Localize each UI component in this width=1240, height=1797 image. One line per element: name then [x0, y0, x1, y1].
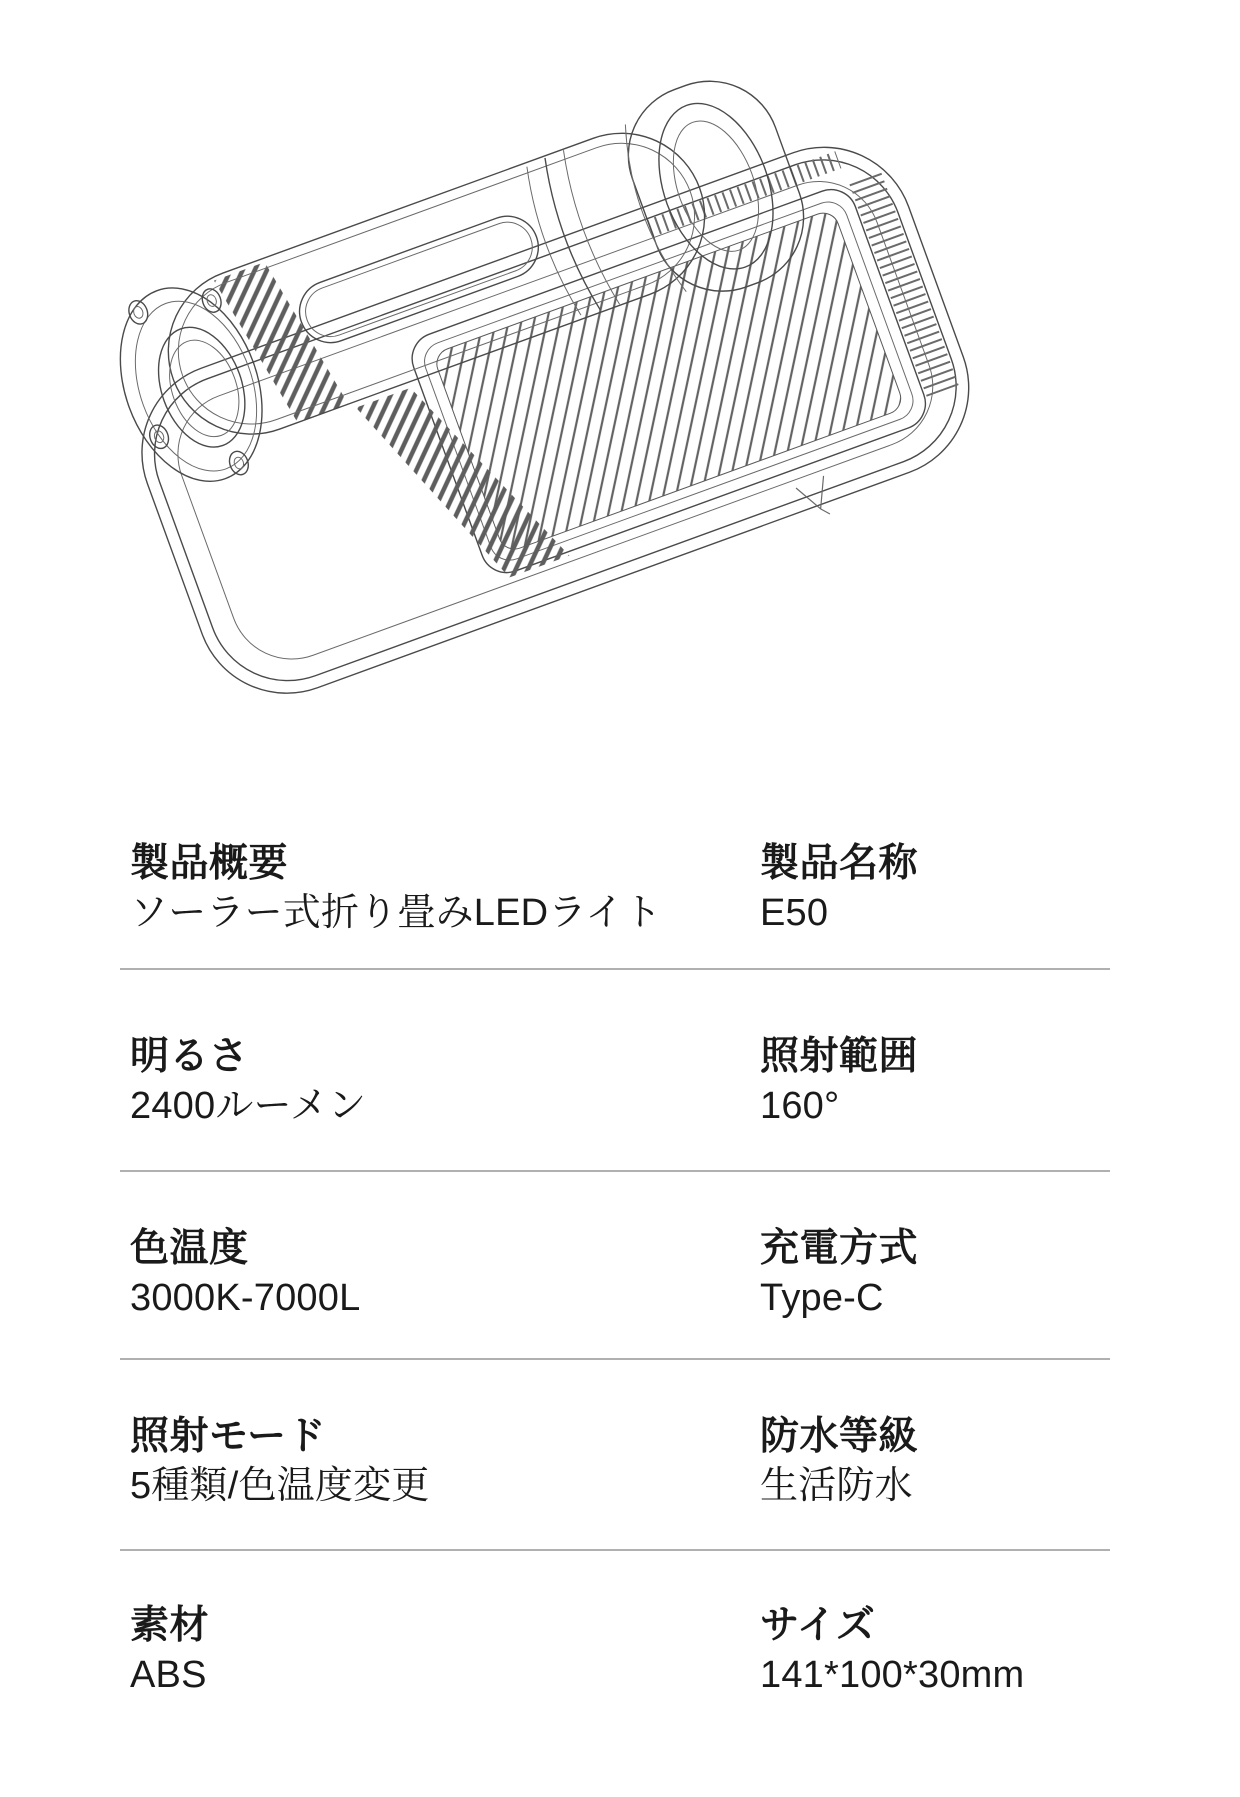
spec-value: 3000K-7000L — [130, 1277, 361, 1319]
spec-item — [760, 1225, 1110, 1323]
spec-table — [120, 840, 1110, 1700]
spec-value: Type-C — [760, 1277, 884, 1319]
spec-item — [760, 1413, 1110, 1511]
spec-label: 製品概要 — [130, 842, 289, 885]
spec-value: 160° — [760, 1085, 840, 1127]
spec-item — [120, 1225, 760, 1323]
spec-value: ABS — [130, 1654, 207, 1696]
spec-row — [120, 970, 1110, 1172]
spec-value: 2400ルーメン — [130, 1085, 367, 1127]
spec-value: ソーラー式折り畳みLEDライト — [130, 892, 662, 934]
spec-label: 製品名称 — [760, 842, 919, 885]
spec-label: 照射範囲 — [760, 1035, 919, 1078]
spec-value: 生活防水 — [760, 1465, 913, 1507]
spec-item — [120, 1033, 760, 1131]
spec-row — [120, 1360, 1110, 1551]
spec-item — [760, 840, 1110, 938]
spec-label: 防水等級 — [760, 1415, 919, 1458]
spec-row — [120, 1172, 1110, 1360]
spec-row — [120, 1551, 1110, 1700]
spec-value: 5種類/色温度変更 — [130, 1465, 430, 1507]
spec-item — [760, 1033, 1110, 1131]
spec-label: 照射モード — [130, 1415, 326, 1458]
spec-label: 充電方式 — [760, 1227, 919, 1270]
spec-label: 素材 — [130, 1604, 210, 1647]
spec-item — [120, 1413, 760, 1511]
product-wireframe-illustration — [5, 10, 1045, 730]
spec-value: E50 — [760, 892, 829, 934]
spec-item — [120, 1602, 760, 1700]
spec-item — [120, 840, 760, 938]
spec-label: 明るさ — [130, 1035, 249, 1078]
spec-value: 141*100*30mm — [760, 1654, 1025, 1696]
spec-item — [760, 1602, 1110, 1700]
spec-label: サイズ — [760, 1604, 876, 1647]
spec-row — [120, 840, 1110, 970]
spec-label: 色温度 — [130, 1227, 249, 1270]
